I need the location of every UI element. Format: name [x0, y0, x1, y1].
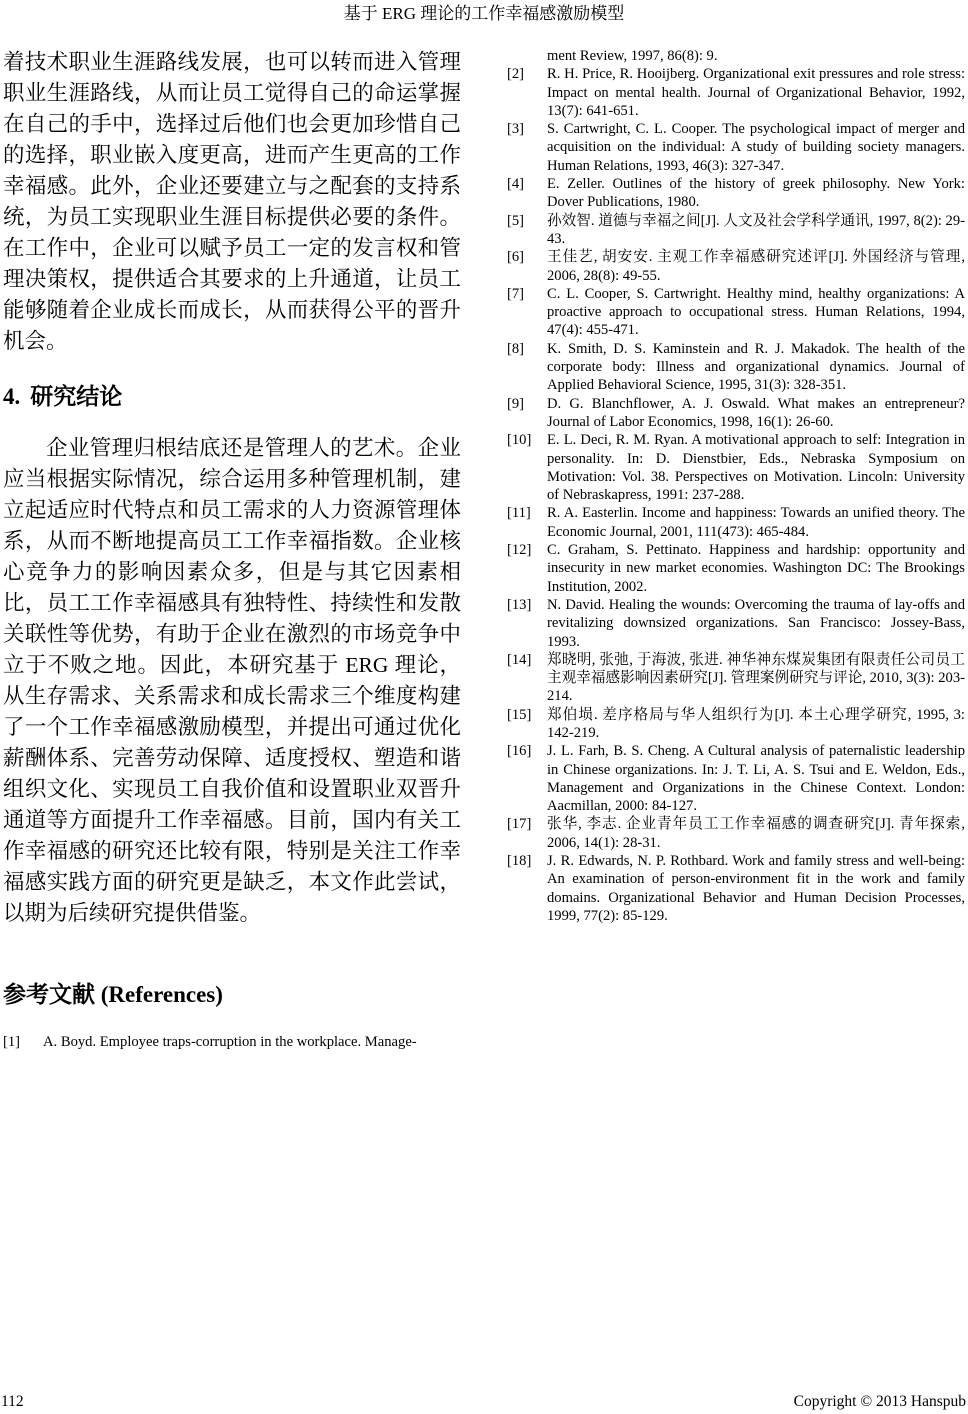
reference-item: [507, 651, 965, 706]
reference-text: R. A. Easterlin. Income and happiness: Towards an unified theory. The Economic Journal, 2001, 111(473): 465-484.: [547, 505, 965, 540]
reference-label: [5]: [507, 212, 525, 229]
reference-text: D. G. Blanchflower, A. J. Oswald. What makes an entrepreneur? Journal of Labor Economics, 1998, 16(1): 26-60.: [547, 395, 965, 430]
reference-text: S. Cartwright, C. L. Cooper. The psychological impact of merger and acquisition on the individual: A study of building society managers. Human Relations, 1993, 46(3): 327-347.: [547, 121, 965, 174]
reference-item: [507, 65, 965, 120]
section-heading-conclusion: [3, 383, 461, 411]
reference-label: [9]: [507, 395, 525, 412]
reference-item: [507, 596, 965, 651]
reference-list-right: [507, 65, 965, 925]
page-footer: [0, 1392, 968, 1411]
running-title: 基于 ERG 理论的工作幸福感激励模型: [343, 4, 625, 23]
reference-label: [2]: [507, 66, 525, 83]
reference-label: [18]: [507, 853, 532, 870]
reference-label: [6]: [507, 249, 525, 266]
page-number: 112: [1, 1393, 24, 1410]
references-heading: 参考文献 (References): [3, 982, 223, 1007]
page-header: [0, 3, 968, 25]
reference-item: [507, 706, 965, 743]
reference-text: A. Boyd. Employee traps-corruption in the workplace. Manage-: [43, 1034, 417, 1050]
right-column: [507, 47, 965, 925]
reference-text: 孙效智. 道德与幸福之间[J]. 人文及社会学科学通讯, 1997, 8(2): 29-43.: [547, 212, 965, 247]
reference-item: [507, 248, 965, 285]
reference-label: [11]: [507, 505, 531, 522]
left-column: [3, 47, 461, 1051]
reference-item: [507, 431, 965, 504]
reference-text: K. Smith, D. S. Kaminstein and R. J. Makadok. The health of the corporate body: Illness and organizational dynamics. Journal of Applied Behavioral Science, 1995, 31(3): 328-351.: [547, 340, 965, 394]
reference-label: [16]: [507, 743, 532, 760]
reference-text: J. L. Farh, B. S. Cheng. A Cultural analysis of paternalistic leadership in Chinese organizations. In: J. T. Li, A. S. Tsui and E. Weldon, Eds., Management and Organizations in the Chinese Context. London: Aacmillan, 2000: 84-127.: [547, 743, 965, 815]
reference-label: [15]: [507, 706, 532, 723]
reference-item: [507, 212, 965, 249]
reference-label: [1]: [3, 1034, 21, 1050]
reference-text: 郑伯埙. 差序格局与华人组织行为[J]. 本土心理学研究, 1995, 3: 142-219.: [547, 706, 965, 741]
reference-text: 张华, 李志. 企业青年员工工作幸福感的调查研究[J]. 青年探索, 2006, 14(1): 28-31.: [547, 816, 965, 851]
reference-label: [7]: [507, 285, 525, 302]
reference-text: E. L. Deci, R. M. Ryan. A motivational approach to self: Integration in personality. In: D. Dienstbier, Eds., Nebraska Symposium on Motivation: Vol. 38. Perspectives on Motivation. Lincoln: University of Nebraskapress, 1991: 237-288.: [547, 432, 965, 504]
reference-text: 郑晓明, 张弛, 于海波, 张进. 神华神东煤炭集团有限责任公司员工主观幸福感影响因素研究[J]. 管理案例研究与评论, 2010, 3(3): 203-214.: [547, 651, 965, 705]
section-title: 研究结论: [30, 384, 123, 409]
reference-label: [12]: [507, 542, 532, 559]
reference-item: [507, 395, 965, 432]
reference-label: [14]: [507, 651, 532, 668]
reference-text: 王佳艺, 胡安安. 主观工作幸福感研究述评[J]. 外国经济与管理, 2006, 28(8): 49-55.: [547, 249, 965, 284]
reference-label: [3]: [507, 121, 525, 138]
reference-label: [10]: [507, 432, 532, 449]
reference-item: [3, 1033, 461, 1051]
reference-text: E. Zeller. Outlines of the history of greek philosophy. New York: Dover Publications, 1980.: [547, 176, 965, 211]
two-column-body: [3, 47, 965, 1051]
reference-label: [13]: [507, 596, 532, 613]
reference-item: [507, 815, 965, 852]
reference-text: R. H. Price, R. Hooijberg. Organizational exit pressures and role stress: Impact on mental health. Journal of Organizational Behavior, 1992, 13(7): 641-651.: [547, 66, 965, 119]
reference-label: [4]: [507, 176, 525, 193]
copyright-notice: Copyright © 2013 Hanspub: [793, 1393, 966, 1410]
reference-item: [507, 742, 965, 815]
reference-item: [507, 541, 965, 596]
section-number: 4.: [3, 384, 21, 409]
reference-item: [507, 852, 965, 925]
reference-label: [8]: [507, 340, 525, 357]
reference-continuation: ment Review, 1997, 86(8): 9.: [547, 48, 718, 64]
reference-item: [507, 175, 965, 212]
reference-item: [507, 340, 965, 395]
reference-text: C. L. Cooper, S. Cartwright. Healthy mind, healthy organizations: A proactive approach to occupational stress. Human Relations, 1994, 47(4): 455-471.: [547, 285, 965, 339]
reference-list-left: [3, 1033, 461, 1051]
reference-item: [507, 285, 965, 340]
reference-text: N. David. Healing the wounds: Overcoming the trauma of lay-offs and revitalizing downsized organizations. San Francisco: Jossey-Bass, 1993.: [547, 596, 965, 650]
continuation-paragraph: 着技术职业生涯路线发展，也可以转而进入管理职业生涯路线，从而让员工觉得自己的命运掌握在自己的手中，选择过后他们也会更加珍惜自己的选择，职业嵌入度更高，进而产生更高的工作幸福感。此外，企业还要建立与之配套的支持系统，为员工实现职业生涯目标提供必要的条件。在工作中，企业可以赋予员工一定的发言权和管理决策权，提供适合其要求的上升通道，让员工能够随着企业成长而成长，从而获得公平的晋升机会。: [3, 50, 461, 353]
conclusion-paragraph: 企业管理归根结底还是管理人的艺术。企业应当根据实际情况，综合运用多种管理机制，建立起适应时代特点和员工需求的人力资源管理体系，从而不断地提高员工工作幸福指数。企业核心竞争力的影响因素众多，但是与其它因素相比，员工工作幸福感具有独特性、持续性和发散关联性等优势，有助于企业在激烈的市场竞争中立于不败之地。因此，本研究基于 ERG 理论，从生存需求、关系需求和成长需求三个维度构建了一个工作幸福感激励模型，并提出可通过优化薪酬体系、完善劳动保障、适度授权、塑造和谐组织文化、实现员工自我价值和设置职业双晋升通道等方面提升工作幸福感。目前，国内有关工作幸福感的研究还比较有限，特别是关注工作幸福感实践方面的研究更是缺乏，本文作此尝试，以期为后续研究提供借鉴。: [3, 436, 461, 925]
reference-text: C. Graham, S. Pettinato. Happiness and hardship: opportunity and insecurity in new market economies. Washington DC: The Brookings Institution, 2002.: [547, 542, 965, 595]
reference-item: [507, 504, 965, 541]
reference-item: [507, 120, 965, 175]
reference-text: J. R. Edwards, N. P. Rothbard. Work and family stress and well-being: An examination of person-environment fit in the work and family domains. Organizational Behavior and Human Decision Processes, 1999, 77(2): 85-129.: [547, 853, 965, 924]
reference-label: [17]: [507, 816, 532, 833]
